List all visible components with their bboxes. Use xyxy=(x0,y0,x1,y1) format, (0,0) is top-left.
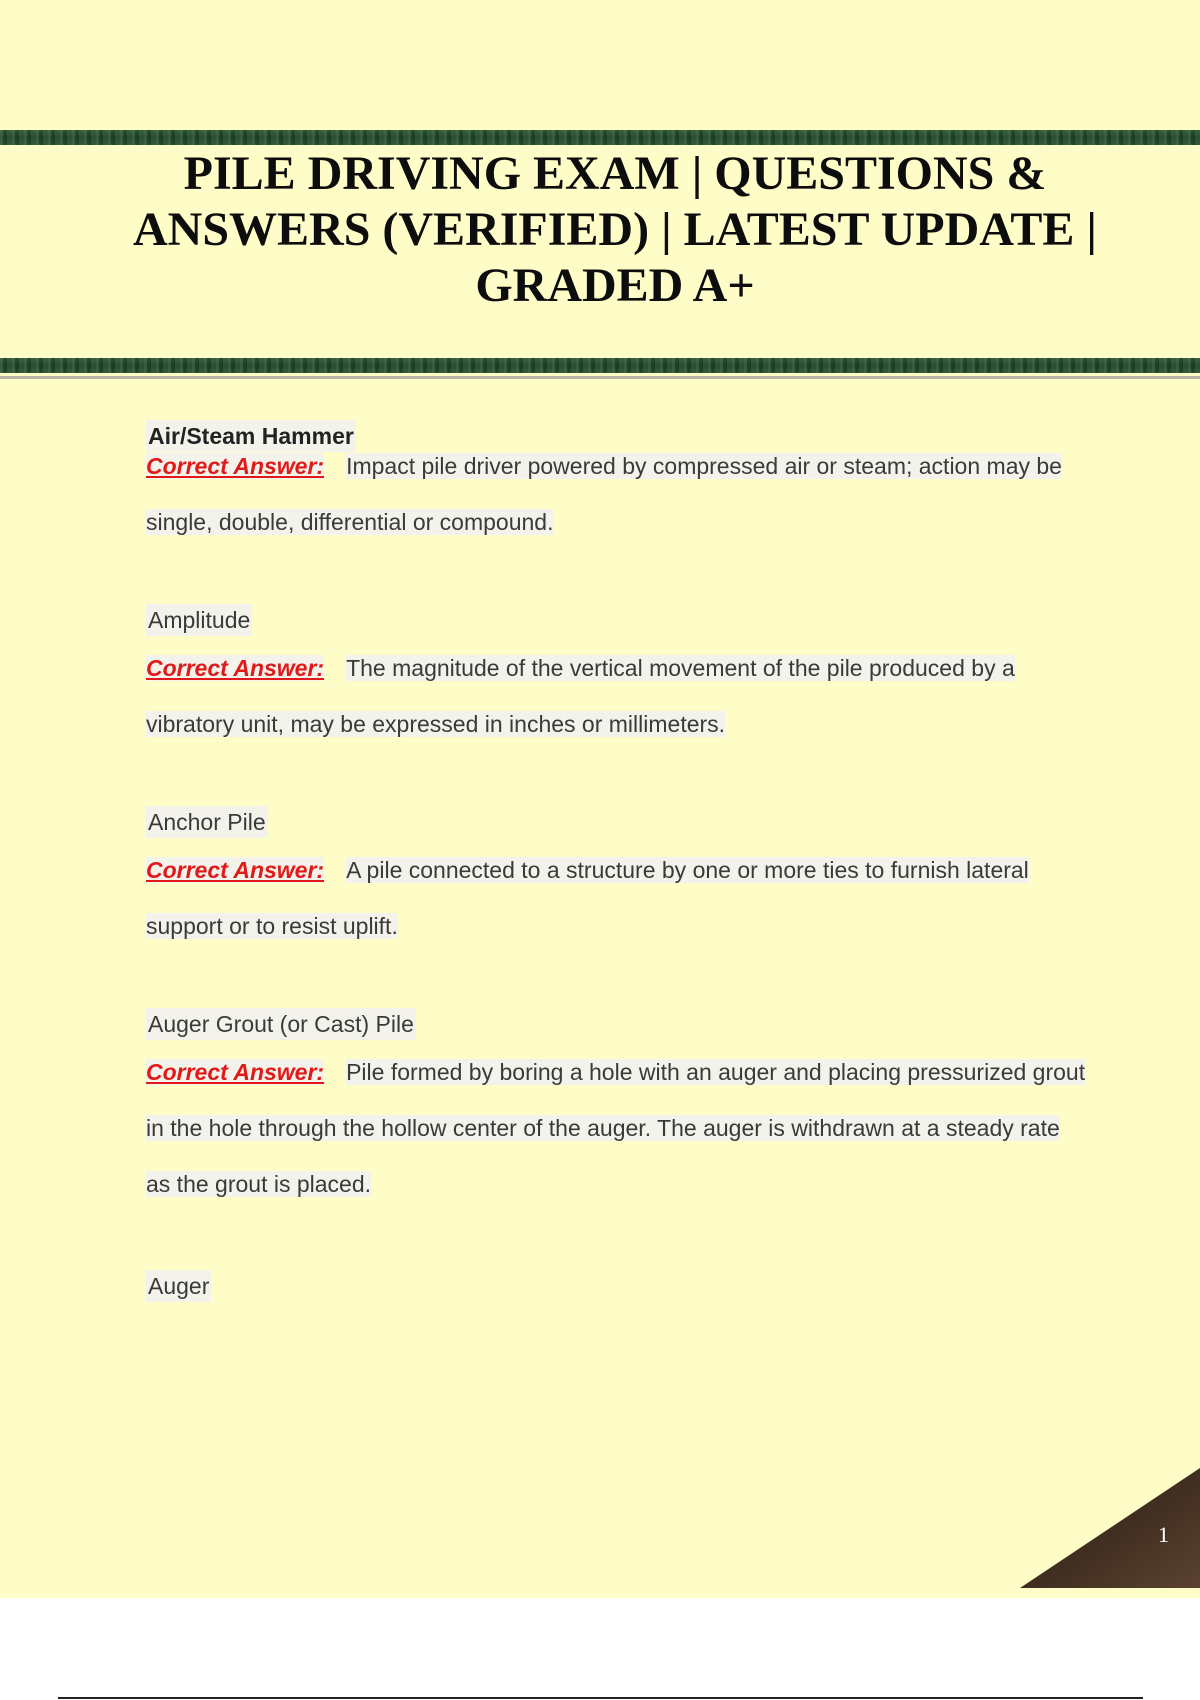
correct-answer-label: Correct Answer: xyxy=(146,655,325,681)
qa-entry xyxy=(146,1008,1086,1212)
entry-answer-text: The magnitude of the vertical movement of the pile produced by a vibratory unit, may be expressed in inches or millimeters. xyxy=(146,655,1015,737)
entry-answer-text: Impact pile driver powered by compressed air or steam; action may be single, double, differential or compound. xyxy=(146,453,1062,535)
qa-entry xyxy=(146,806,1086,954)
entry-term: Air/Steam Hammer xyxy=(146,420,356,452)
page-number: 1 xyxy=(1158,1522,1169,1547)
qa-entry xyxy=(146,1270,1086,1302)
header-band-bottom xyxy=(0,358,1200,373)
entry-answer xyxy=(146,438,1086,550)
entry-answer xyxy=(146,1044,1086,1212)
qa-entry xyxy=(146,604,1086,752)
document-title: PILE DRIVING EXAM | QUESTIONS & ANSWERS (VERIFIED) | LATEST UPDATE | GRADED A+ xyxy=(133,147,1097,312)
qa-content xyxy=(146,420,1086,1302)
correct-answer-label: Correct Answer: xyxy=(146,857,325,883)
footer-rule xyxy=(58,1697,1143,1699)
entry-term: Amplitude xyxy=(146,604,252,636)
correct-answer-label: Correct Answer: xyxy=(146,453,325,479)
entry-answer xyxy=(146,842,1086,954)
entry-answer-text: A pile connected to a structure by one or more ties to furnish lateral support or to resist uplift. xyxy=(146,857,1029,939)
correct-answer-label: Correct Answer: xyxy=(146,1059,325,1085)
entry-term: Anchor Pile xyxy=(146,806,268,838)
entry-answer-text: Pile formed by boring a hole with an auger and placing pressurized grout in the hole through the hollow center of the auger. The auger is withdrawn at a steady rate as the grout is placed. xyxy=(146,1059,1086,1197)
page-corner-decoration xyxy=(1020,1468,1200,1598)
header-band-top xyxy=(0,130,1200,145)
header-divider-line xyxy=(0,376,1200,379)
qa-entry xyxy=(146,420,1086,550)
entry-answer xyxy=(146,640,1086,752)
entry-term: Auger xyxy=(146,1270,211,1302)
entry-term: Auger Grout (or Cast) Pile xyxy=(146,1008,416,1040)
